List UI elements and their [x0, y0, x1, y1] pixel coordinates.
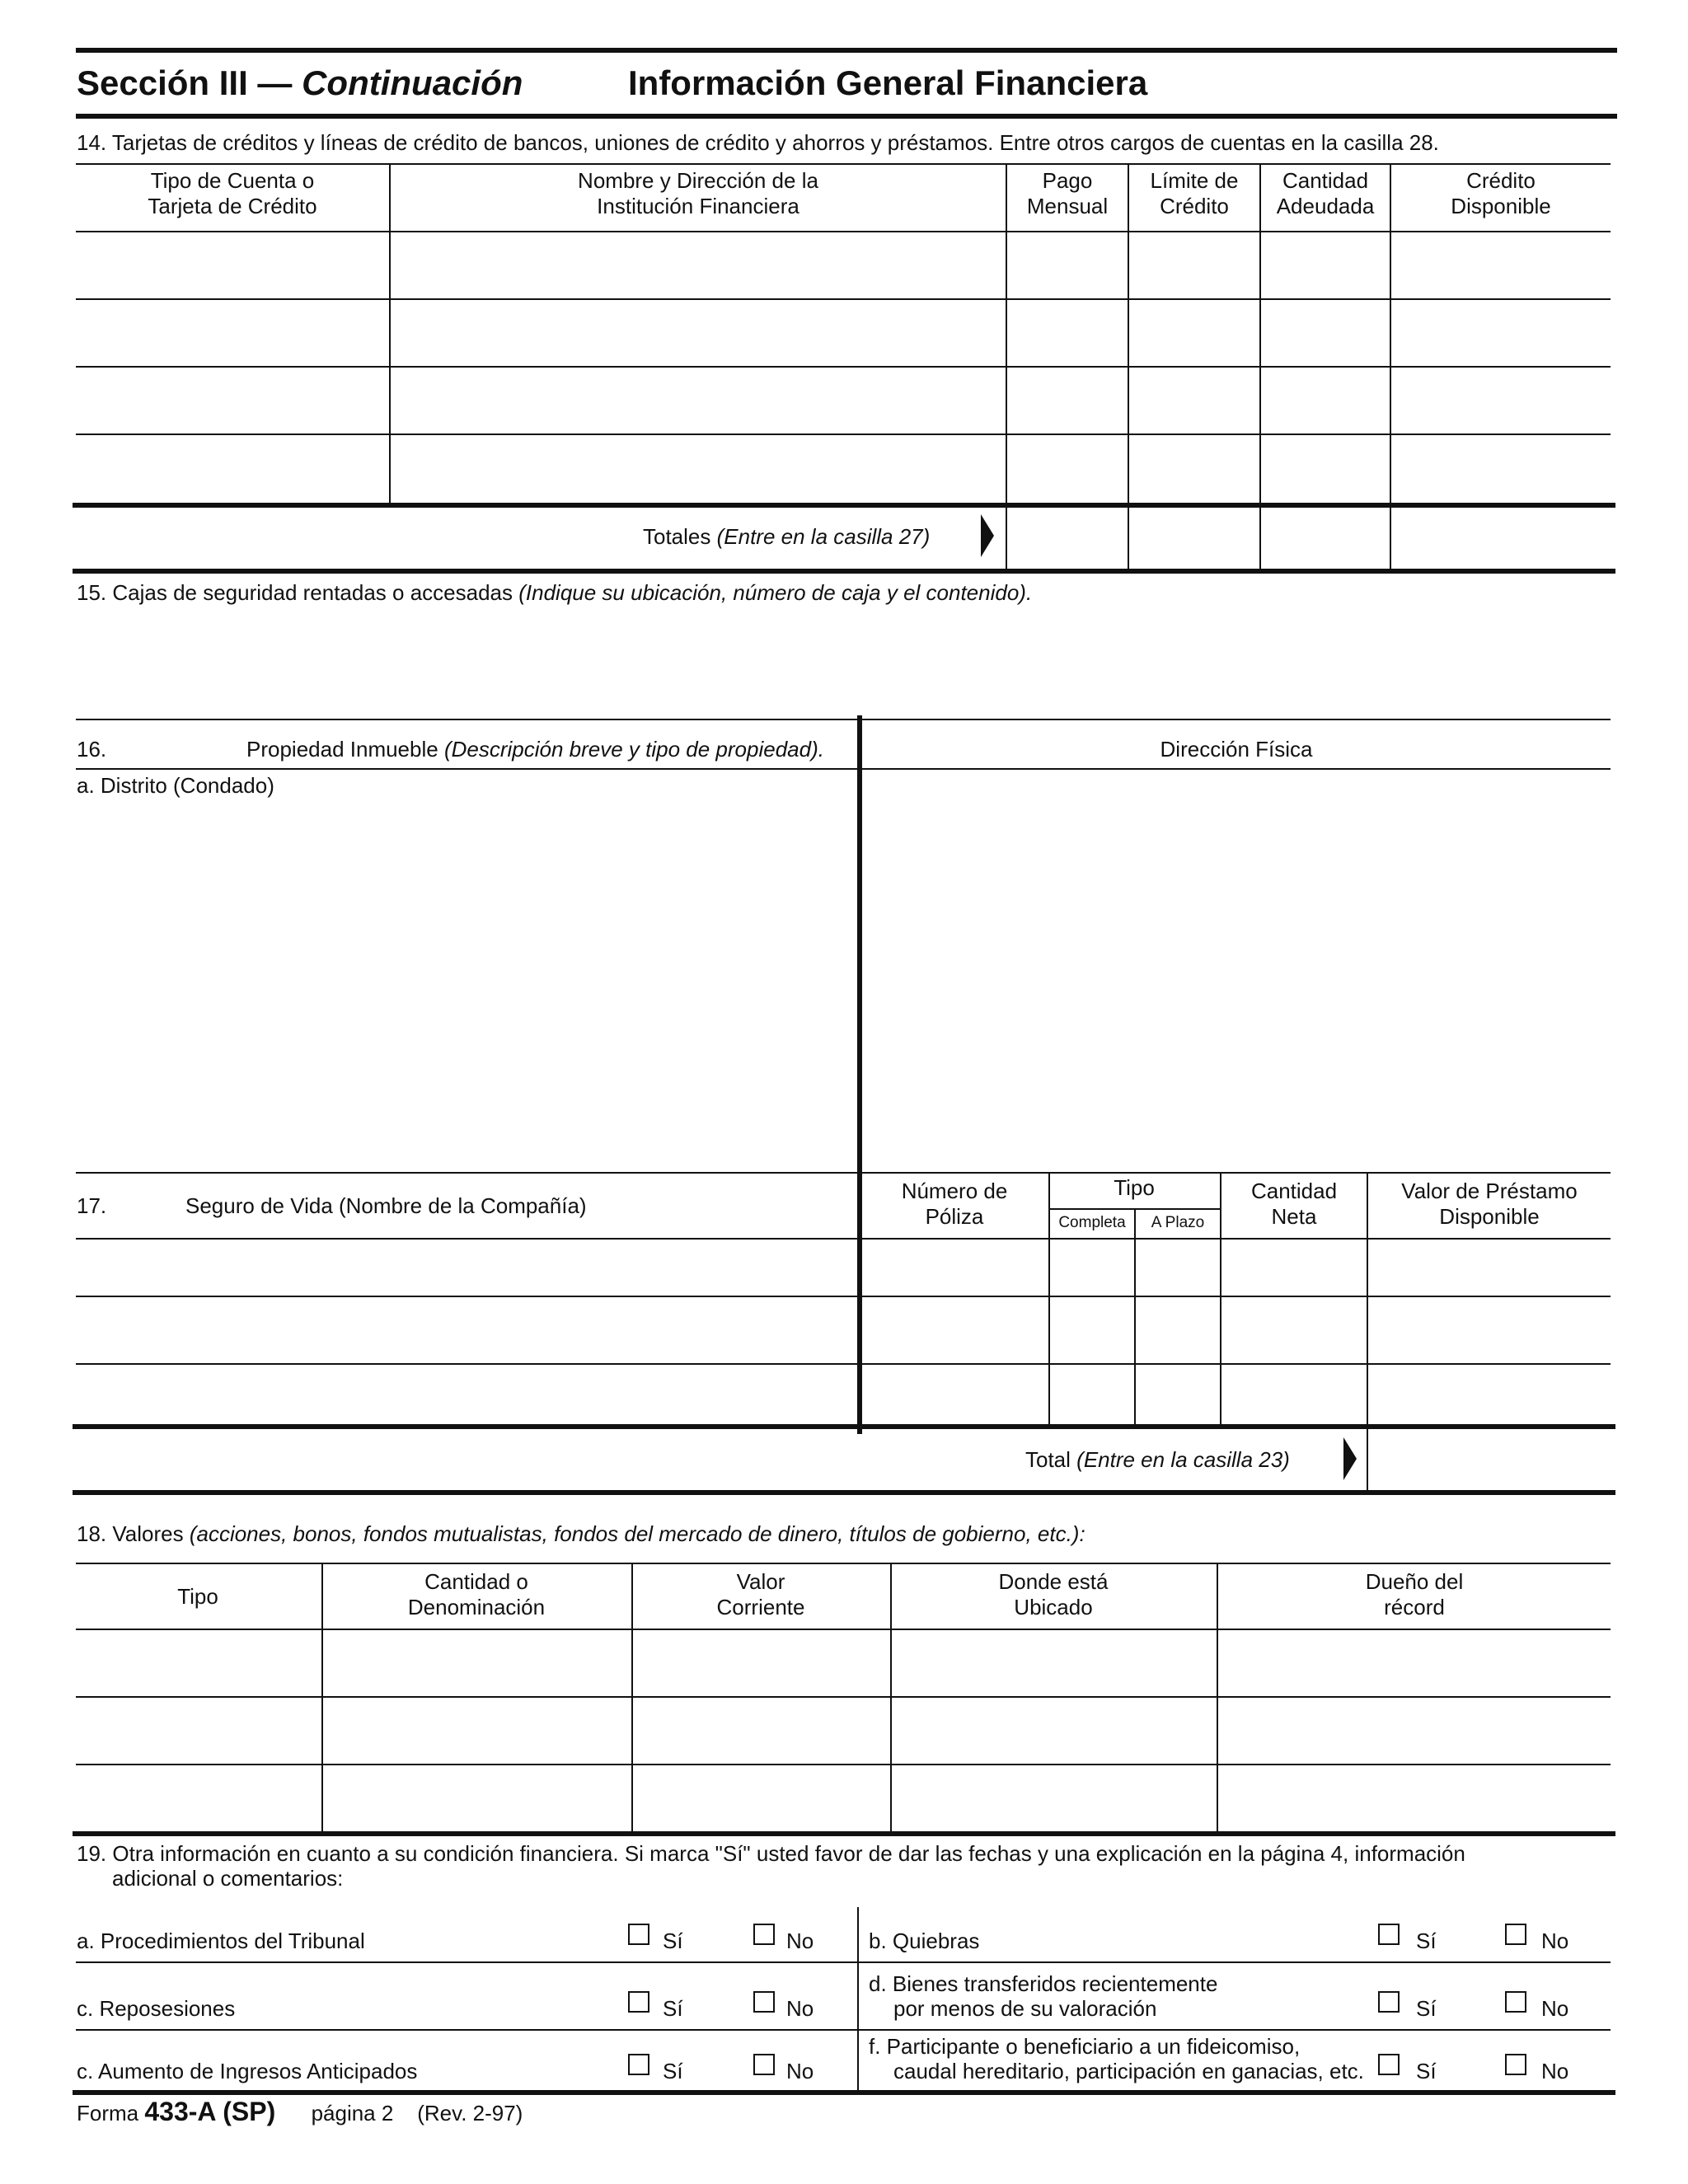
- footer-page: página 2: [311, 2101, 394, 2125]
- q15-label: 15. Cajas de seguridad rentadas o accesadas (Indique su ubicación, número de caja y el contenido).: [77, 580, 1033, 605]
- q14-col-nombre: Nombre y Dirección de la Institución Financiera: [578, 168, 818, 218]
- q19-f-no-label: No: [1541, 2059, 1569, 2083]
- form-footer: [77, 2098, 523, 2126]
- q14-col-divider: [1390, 163, 1391, 570]
- q17-col-aplazo: A Plazo: [1151, 1214, 1205, 1231]
- q19-b-label: b. Quiebras: [869, 1929, 980, 1953]
- q19-f-label-line1: f. Participante o beneficiario a un fideicomiso,: [869, 2034, 1301, 2059]
- q16-description-field[interactable]: [77, 804, 854, 1170]
- q16-number: 16.: [77, 737, 107, 762]
- q19-f-si-checkbox[interactable]: [1378, 2054, 1400, 2075]
- header-bottom-rule: [76, 114, 1617, 119]
- q18-input-row[interactable]: [77, 1766, 1609, 1830]
- q17-total-label: Total (Entre en la casilla 23): [1025, 1447, 1290, 1472]
- q19-d-no-label: No: [1541, 1996, 1569, 2021]
- q19-label-line2: adicional o comentarios:: [112, 1866, 344, 1891]
- q19-f-si-label: Sí: [1416, 2059, 1437, 2083]
- q19-b-si-label: Sí: [1416, 1929, 1437, 1953]
- q18-header-rule: [76, 1629, 1611, 1630]
- q19-label-line1: 19. Otra información en cuanto a su condición financiera. Si marca "Sí" usted favor de dar las fechas y una explicación en la página 4, información: [77, 1841, 1465, 1866]
- q14-col-divider: [1006, 163, 1007, 570]
- footer-forma: Forma: [77, 2101, 139, 2125]
- q17-bottom-rule: [73, 1490, 1615, 1495]
- q14-totals-rule: [73, 503, 1615, 508]
- section-continuation: Continuación: [302, 63, 523, 102]
- q19-center-divider: [857, 1907, 859, 2092]
- header-top-rule: [76, 48, 1617, 53]
- q19-c-reposesiones-si-checkbox[interactable]: [628, 1991, 649, 2013]
- q17-totals-rule: [73, 1424, 1615, 1429]
- q17-total-field[interactable]: [1370, 1431, 1611, 1488]
- q18-bottom-rule: [73, 1831, 1615, 1836]
- q17-number: 17.: [77, 1193, 107, 1218]
- q19-c-reposesiones-si-label: Sí: [663, 1996, 683, 2021]
- q14-input-row[interactable]: [77, 301, 1609, 364]
- q14-col-credito: Crédito Disponible: [1451, 168, 1551, 218]
- footer-form-number: 433-A (SP): [144, 2097, 276, 2126]
- q19-d-si-label: Sí: [1416, 1996, 1437, 2021]
- q14-col-divider: [1259, 163, 1261, 570]
- section-number: Sección III —: [77, 63, 293, 102]
- q14-col-limite: Límite de Crédito: [1150, 168, 1239, 218]
- q16-direccion-header: Dirección Física: [1160, 737, 1313, 762]
- q19-f-label-line2: caudal hereditario, participación en ganacias, etc.: [893, 2059, 1364, 2083]
- q19-c-reposesiones-no-checkbox[interactable]: [753, 1991, 775, 2013]
- q19-a-si-checkbox[interactable]: [628, 1924, 649, 1945]
- q19-c-aumento-no-label: No: [786, 2059, 814, 2083]
- q16-top-rule: [76, 719, 1611, 720]
- q16-header-rule: [76, 768, 1611, 770]
- footer-revision: (Rev. 2-97): [417, 2101, 523, 2125]
- q18-row-rule: [76, 1696, 1611, 1698]
- q19-c-aumento-si-checkbox[interactable]: [628, 2054, 649, 2075]
- q17-col-valor: Valor de Préstamo Disponible: [1401, 1179, 1578, 1229]
- q14-input-row[interactable]: [77, 436, 1609, 499]
- arrow-right-icon: [981, 514, 994, 557]
- q14-col-tipo: Tipo de Cuenta o Tarjeta de Crédito: [148, 168, 317, 218]
- q19-c-aumento-no-checkbox[interactable]: [753, 2054, 775, 2075]
- q17-top-rule: [76, 1172, 1611, 1174]
- q18-col-donde: Donde está Ubicado: [998, 1569, 1109, 1619]
- q19-f-no-checkbox[interactable]: [1505, 2054, 1526, 2075]
- q18-label: 18. Valores (acciones, bonos, fondos mutualistas, fondos del mercado de dinero, títulos de gobierno, etc.):: [77, 1521, 1085, 1546]
- q14-bottom-rule: [73, 569, 1615, 574]
- q19-b-si-checkbox[interactable]: [1378, 1924, 1400, 1945]
- q18-col-dueno: Dueño del récord: [1365, 1569, 1464, 1619]
- q17-col-tipo: Tipo: [1114, 1175, 1155, 1200]
- q16-distrito-label: a. Distrito (Condado): [77, 773, 274, 798]
- q19-d-si-checkbox[interactable]: [1378, 1991, 1400, 2013]
- q19-c-reposesiones-label: c. Reposesiones: [77, 1996, 236, 2021]
- q17-input-row[interactable]: [77, 1366, 1609, 1422]
- q17-row-rule: [76, 1363, 1611, 1365]
- q14-totals-label: Totales (Entre en la casilla 27): [643, 524, 931, 549]
- q14-label: 14. Tarjetas de créditos y líneas de crédito de bancos, uniones de crédito y ahorros y préstamos. Entre otros cargos de cuentas en la casilla 28.: [77, 130, 1439, 155]
- q17-header-rule: [76, 1238, 1611, 1240]
- q19-c-reposesiones-no-label: No: [786, 1996, 814, 2021]
- q14-col-pago: Pago Mensual: [1026, 168, 1109, 218]
- q17-row-rule: [76, 1296, 1611, 1297]
- q17-input-row[interactable]: [77, 1298, 1609, 1361]
- q18-col-valor: Valor Corriente: [716, 1569, 805, 1619]
- section-label: [77, 63, 523, 104]
- q17-label: Seguro de Vida (Nombre de la Compañía): [185, 1193, 587, 1218]
- q14-top-rule: [76, 163, 1611, 165]
- q19-row-rule: [76, 1961, 1611, 1963]
- q16-label: Propiedad Inmueble (Descripción breve y tipo de propiedad).: [246, 737, 824, 762]
- q14-total-pago-field[interactable]: [1009, 509, 1126, 567]
- q14-col-divider: [1128, 163, 1129, 570]
- q16-address-field[interactable]: [864, 771, 1609, 1170]
- q19-d-label-line1: d. Bienes transferidos recientemente: [869, 1971, 1218, 1996]
- q18-col-tipo: Tipo: [177, 1584, 218, 1609]
- q19-a-si-label: Sí: [663, 1929, 683, 1953]
- q19-b-no-label: No: [1541, 1929, 1569, 1953]
- q18-input-row[interactable]: [77, 1699, 1609, 1762]
- q19-a-no-label: No: [786, 1929, 814, 1953]
- arrow-right-icon: [1343, 1437, 1357, 1480]
- q18-input-row[interactable]: [77, 1631, 1609, 1694]
- q19-d-no-checkbox[interactable]: [1505, 1991, 1526, 2013]
- q14-col-cantidad: Cantidad Adeudada: [1276, 168, 1375, 218]
- page-title: Información General Financiera: [628, 63, 1148, 102]
- q14-total-cantidad-field[interactable]: [1263, 509, 1388, 567]
- q19-c-aumento-si-label: Sí: [663, 2059, 683, 2083]
- q19-row-rule: [76, 2029, 1611, 2031]
- q14-input-row[interactable]: [77, 368, 1609, 432]
- q19-c-aumento-label: c. Aumento de Ingresos Anticipados: [77, 2059, 418, 2083]
- q14-row-rule: [76, 298, 1611, 300]
- q17-input-row[interactable]: [77, 1240, 1609, 1294]
- q14-row-rule: [76, 231, 1611, 232]
- q14-row-rule: [76, 366, 1611, 368]
- q14-row-rule: [76, 434, 1611, 435]
- q19-a-no-checkbox[interactable]: [753, 1924, 775, 1945]
- q18-col-cantidad: Cantidad o Denominación: [407, 1569, 546, 1619]
- q19-a-label: a. Procedimientos del Tribunal: [77, 1929, 365, 1953]
- q14-total-credito-field[interactable]: [1393, 509, 1611, 567]
- q17-col-completa: Completa: [1058, 1214, 1126, 1231]
- q15-input-area[interactable]: [77, 610, 1609, 715]
- q18-row-rule: [76, 1764, 1611, 1765]
- q19-bottom-rule: [73, 2090, 1615, 2095]
- q17-col-poliza: Número de Póliza: [901, 1179, 1008, 1229]
- q19-b-no-checkbox[interactable]: [1505, 1924, 1526, 1945]
- q18-top-rule: [76, 1563, 1611, 1564]
- q19-d-label-line2: por menos de su valoración: [893, 1996, 1157, 2021]
- q14-input-row[interactable]: [77, 233, 1609, 297]
- q17-col-cantidad: Cantidad Neta: [1250, 1179, 1338, 1229]
- q14-total-limite-field[interactable]: [1131, 509, 1258, 567]
